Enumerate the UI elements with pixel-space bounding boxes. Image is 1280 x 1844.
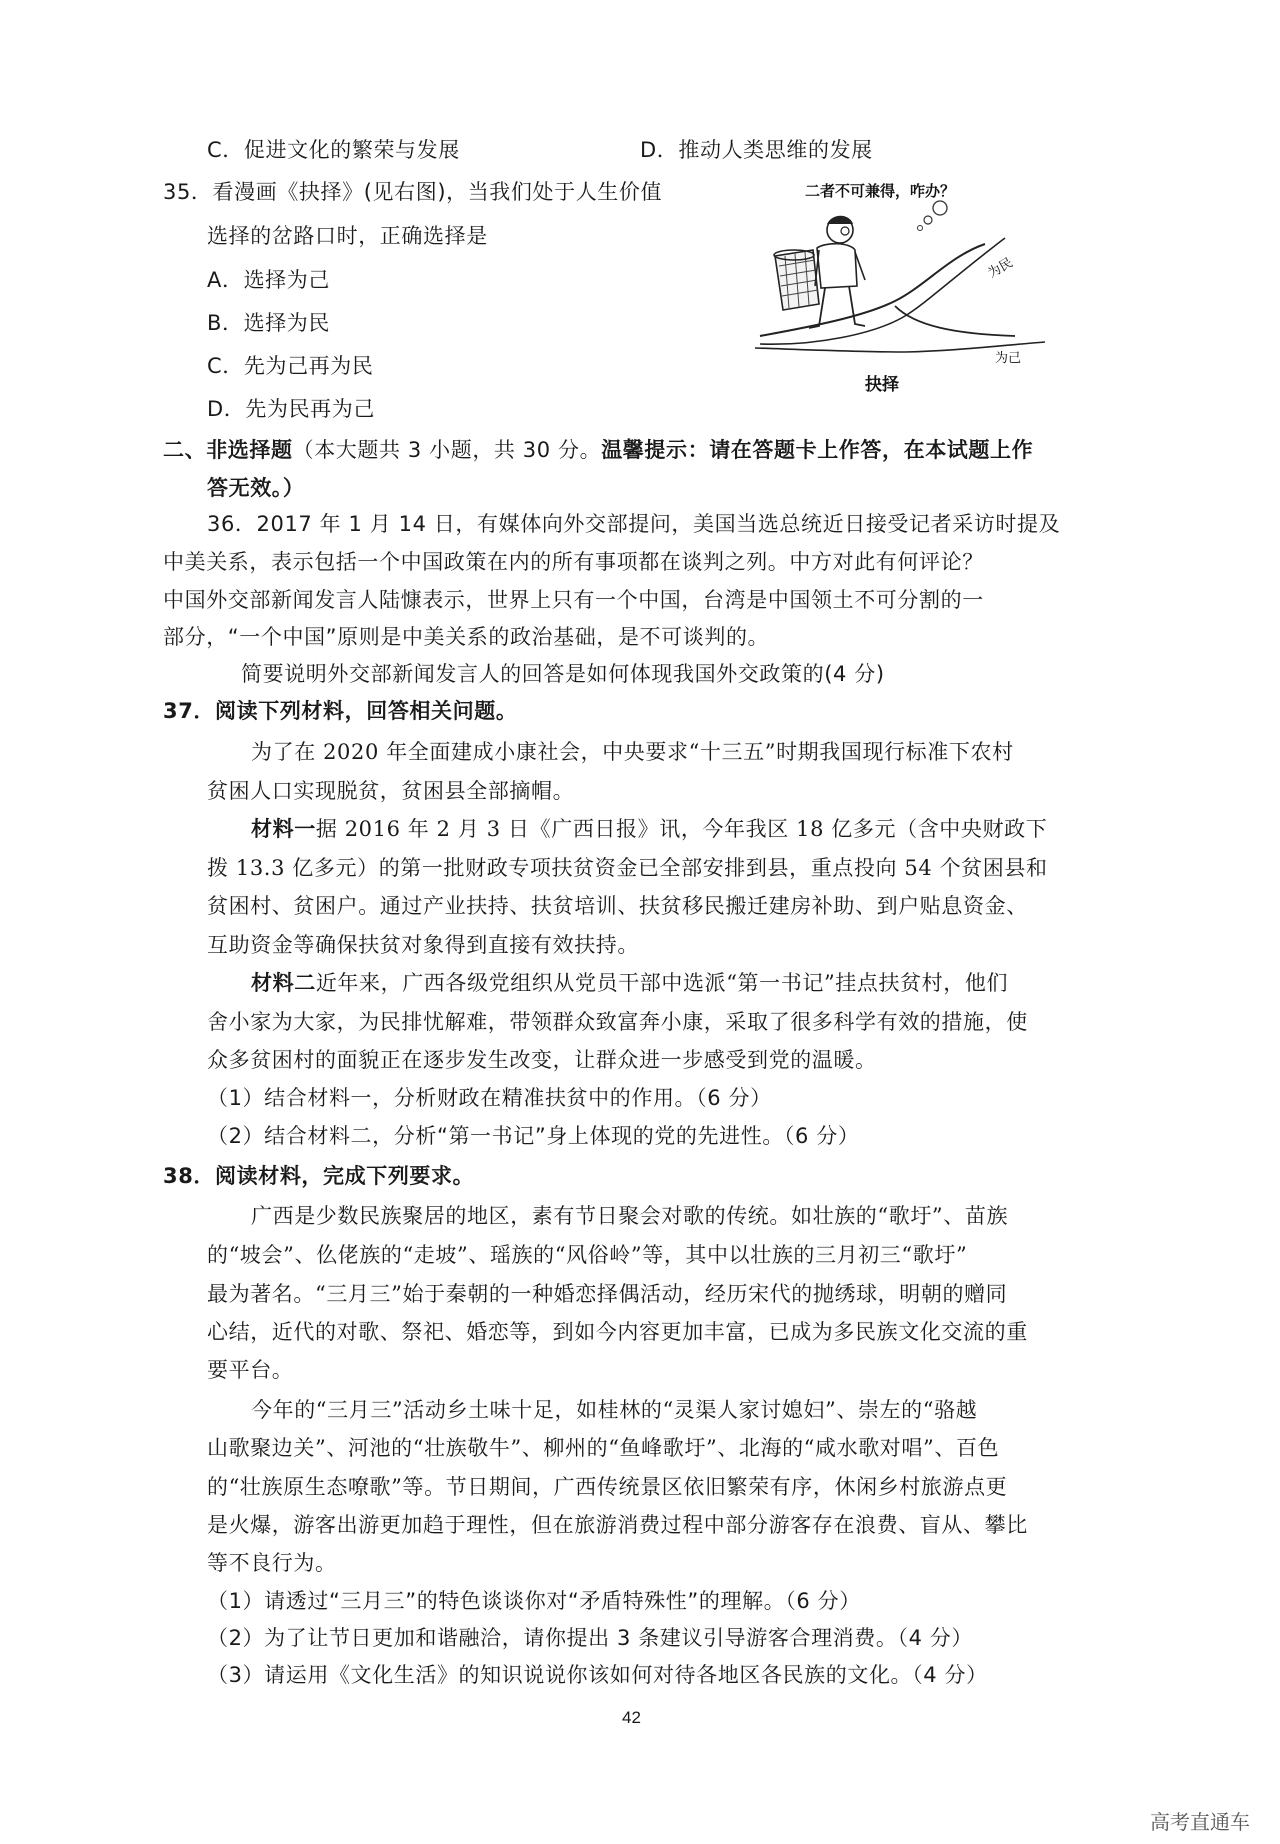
q37-material1-line1 xyxy=(251,815,1047,843)
q37-material1-text1: 据 2016 年 2 月 3 日《广西日报》讯，今年我区 18 亿多元（含中央财政下 xyxy=(315,817,1048,841)
q38-subquestion-1: （1）请透过“三月三”的特色谈谈你对“矛盾特殊性”的理解。（6 分） xyxy=(207,1589,861,1613)
q38-para1-line3: 最为著名。“三月三”始于秦朝的一种婚恋择偶活动，经历宋代的抛绣球，明朝的赠同 xyxy=(207,1282,1008,1306)
q38-heading: 38．阅读材料，完成下列要求。 xyxy=(163,1164,475,1188)
q38-para2-line2: 山歌聚边关”、河池的“壮族敬牛”、柳州的“鱼峰歌圩”、北海的“咸水歌对唱”、百色 xyxy=(207,1436,1000,1460)
q37-intro-line2: 贫困人口实现脱贫，贫困县全部摘帽。 xyxy=(207,779,575,803)
q37-material2-label: 材料二 xyxy=(251,970,316,995)
q36-para-line1: 36．2017 年 1 月 14 日，有媒体向外交部提问，美国当选总统近日接受记者采访时提及 xyxy=(207,512,1061,536)
q38-subquestion-2: （2）为了让节日更加和谐融洽，请你提出 3 条建议引导游客合理消费。（4 分） xyxy=(207,1626,974,1650)
q38-para2-line3: 的“壮族原生态嘹歌”等。节日期间，广西传统景区依旧繁荣有序，休闲乡村旅游点更 xyxy=(207,1475,1008,1499)
q38-para2-line1: 今年的“三月三”活动乡土味十足，如桂林的“灵渠人家讨媳妇”、崇左的“骆越 xyxy=(251,1398,978,1422)
q37-subquestion-2: （2）结合材料二，分析“第一书记”身上体现的党的先进性。（6 分） xyxy=(207,1124,860,1148)
q37-material2-line2: 舍小家为大家，为民排忧解难，带领群众致富奔小康，采取了很多科学有效的措施，使 xyxy=(207,1010,1028,1034)
q36-para-line4: 部分，“一个中国”原则是中美关系的政治基础，是不可谈判的。 xyxy=(163,625,770,649)
q38-para1-line2: 的“坡会”、仫佬族的“走坡”、瑶族的“风俗岭”等，其中以壮族的三月初三“歌圩” xyxy=(207,1243,968,1267)
q35-option-c: C．先为己再为民 xyxy=(207,354,374,378)
q34-option-c: C．促进文化的繁荣与发展 xyxy=(207,138,460,162)
page-number: 42 xyxy=(622,1708,641,1727)
cartoon-label-for-self: 为己 xyxy=(995,351,1022,366)
watermark-text: 高考直通车 xyxy=(1150,1810,1250,1834)
section2-heading-line2: 答无效。） xyxy=(207,476,305,500)
q38-para1-line5: 要平台。 xyxy=(207,1358,294,1382)
q36-para-line2: 中美关系，表示包括一个中国政策在内的所有事项都在谈判之列。中方对此有何评论？ xyxy=(163,550,984,574)
q37-heading: 37．阅读下列材料，回答相关问题。 xyxy=(163,699,518,723)
q35-option-d: D．先为民再为己 xyxy=(207,397,375,421)
q36-question: 简要说明外交部新闻发言人的回答是如何体现我国外交政策的(4 分) xyxy=(241,662,885,686)
q38-subquestion-3: （3）请运用《文化生活》的知识说说你该如何对待各地区各民族的文化。（4 分） xyxy=(207,1663,988,1687)
q37-material1-line2: 拨 13.3 亿多元）的第一批财政专项扶贫资金已全部安排到县，重点投向 54 个贫困县和 xyxy=(207,856,1048,880)
cartoon-title: 抉择 xyxy=(865,375,899,395)
q34-option-d: D．推动人类思维的发展 xyxy=(640,138,873,162)
section2-heading xyxy=(163,436,1033,464)
q37-material1-label: 材料一 xyxy=(251,816,316,841)
q35-stem-line2: 选择的岔路口时，正确选择是 xyxy=(207,224,488,248)
q38-para2-line5: 等不良行为。 xyxy=(207,1551,337,1575)
q38-para1-line1: 广西是少数民族聚居的地区，素有节日聚会对歌的传统。如壮族的“歌圩”、苗族 xyxy=(251,1204,1009,1228)
q35-option-a: A．选择为己 xyxy=(207,268,330,292)
q36-para-line3: 中国外交部新闻发言人陆慷表示，世界上只有一个中国，台湾是中国领土不可分割的一 xyxy=(163,588,984,612)
q38-para1-line4: 心结，近代的对歌、祭祀、婚恋等，到如今内容更加丰富，已成为多民族文化交流的重 xyxy=(207,1320,1028,1344)
cartoon-label-for-people: 为民 xyxy=(985,255,1016,282)
section2-tip: 温馨提示：请在答题卡上作答，在本试题上作 xyxy=(601,438,1034,462)
q35-stem-line1: 35．看漫画《抉择》(见右图)，当我们处于人生价值 xyxy=(163,180,663,204)
section2-title: 二、非选择题 xyxy=(163,438,293,462)
cartoon-choice xyxy=(755,176,1055,396)
cartoon-speech-text: 二者不可兼得，咋办？ xyxy=(805,182,956,200)
q35-option-b: B．选择为民 xyxy=(207,311,331,335)
q37-material2-line1 xyxy=(251,969,1008,997)
q37-material1-line3: 贫困村、贫困户。通过产业扶持、扶贫培训、扶贫移民搬迁建房补助、到户贴息资金、 xyxy=(207,894,1028,918)
q37-material2-line3: 众多贫困村的面貌正在逐步发生改变，让群众进一步感受到党的温暖。 xyxy=(207,1048,877,1072)
cartoon-drawing xyxy=(755,176,1055,396)
section2-info: （本大题共 3 小题，共 30 分。 xyxy=(292,438,602,462)
q38-para2-line4: 是火爆，游客出游更加趋于理性，但在旅游消费过程中部分游客存在浪费、盲从、攀比 xyxy=(207,1513,1028,1537)
q37-material1-line4: 互助资金等确保扶贫对象得到直接有效扶持。 xyxy=(207,933,639,957)
q37-material2-text1: 近年来，广西各级党组织从党员干部中选派“第一书记”挂点扶贫村，他们 xyxy=(315,971,1009,995)
q37-intro-line1: 为了在 2020 年全面建成小康社会，中央要求“十三五”时期我国现行标准下农村 xyxy=(251,740,1014,764)
q37-subquestion-1: （1）结合材料一，分析财政在精准扶贫中的作用。（6 分） xyxy=(207,1086,772,1110)
